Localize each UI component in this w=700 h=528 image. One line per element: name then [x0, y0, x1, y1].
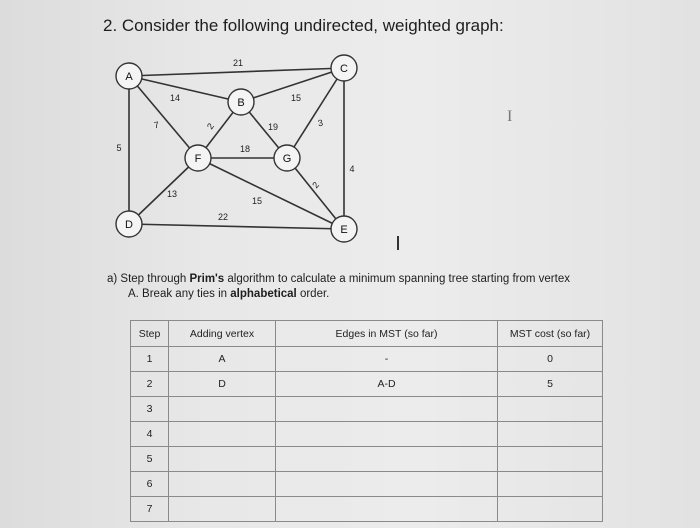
part-a-text-2: algorithm to calculate a minimum spanning tree starting from vertex: [224, 273, 570, 285]
text-cursor-icon: I: [507, 108, 513, 125]
part-a-prompt: [107, 272, 570, 302]
step-cell: 3: [131, 397, 169, 422]
alphabetical-bold-text: alphabetical: [230, 288, 297, 300]
edge-weight-f-d: 13: [166, 189, 178, 199]
cost-cell[interactable]: [498, 397, 603, 422]
step-cell: 5: [131, 447, 169, 472]
step-cell: 4: [131, 422, 169, 447]
edges-cell[interactable]: [276, 447, 498, 472]
edge-weight-b-f: 2: [205, 121, 217, 132]
edge-weight-g-e: 2: [310, 179, 322, 191]
edges-cell[interactable]: [276, 472, 498, 497]
prim-steps-table: [130, 320, 603, 522]
vertex-cell[interactable]: [169, 447, 276, 472]
edge-weight-f-g: 18: [239, 144, 251, 154]
edge-weight-c-e: 4: [349, 164, 355, 174]
step-cell: 1: [131, 347, 169, 372]
part-a-text-1: a) Step through: [107, 273, 190, 285]
weighted-graph: [0, 0, 700, 260]
part-a-text-3: A. Break any ties in: [128, 288, 231, 300]
table-row: [131, 497, 603, 522]
edge-a-b: [129, 76, 241, 102]
part-a-line-1: [107, 272, 570, 287]
caret-mark: [397, 236, 399, 250]
step-cell: 2: [131, 372, 169, 397]
table-row: [131, 472, 603, 497]
table-row: [131, 372, 603, 397]
vertex-cell[interactable]: [169, 472, 276, 497]
header-edges-in-mst: Edges in MST (so far): [276, 321, 498, 347]
node-label-f: F: [194, 153, 202, 165]
question-title: 2. Consider the following undirected, weighted graph:: [103, 16, 504, 35]
edges-cell[interactable]: [276, 497, 498, 522]
table-row: [131, 347, 603, 372]
node-label-d: D: [125, 219, 133, 231]
vertex-cell[interactable]: [169, 422, 276, 447]
edge-weight-c-g: 3: [317, 117, 324, 129]
edge-weight-a-b: 14: [169, 93, 181, 103]
edge-a-f: [129, 76, 198, 158]
cost-cell[interactable]: 0: [498, 347, 603, 372]
table-header-row: [131, 321, 603, 347]
table-row: [131, 422, 603, 447]
edges-cell[interactable]: [276, 422, 498, 447]
node-label-e: E: [340, 224, 348, 236]
edge-f-d: [129, 158, 198, 224]
edge-a-c: [129, 68, 344, 76]
edge-weight-b-g: 19: [267, 122, 279, 132]
node-label-c: C: [340, 63, 348, 75]
node-label-b: B: [237, 97, 245, 109]
cost-cell[interactable]: 5: [498, 372, 603, 397]
edge-weight-a-f: 7: [153, 119, 160, 131]
part-a-line-2: [107, 287, 570, 302]
part-a-text-4: order.: [296, 288, 330, 300]
edge-weight-a-c: 21: [232, 58, 244, 68]
edge-weight-a-d: 5: [116, 143, 122, 153]
prim-bold-text: Prim's: [189, 273, 225, 285]
edges-cell[interactable]: -: [276, 347, 498, 372]
header-mst-cost: MST cost (so far): [498, 321, 603, 347]
edge-weight-f-e: 15: [251, 196, 263, 206]
edges-cell[interactable]: A-D: [276, 372, 498, 397]
edge-weight-d-e: 22: [217, 212, 229, 222]
vertex-cell[interactable]: A: [169, 347, 276, 372]
cost-cell[interactable]: [498, 447, 603, 472]
step-cell: 7: [131, 497, 169, 522]
edges-cell[interactable]: [276, 397, 498, 422]
vertex-cell[interactable]: [169, 497, 276, 522]
edge-d-e: [129, 224, 344, 229]
table-row: [131, 447, 603, 472]
cost-cell[interactable]: [498, 472, 603, 497]
cost-cell[interactable]: [498, 422, 603, 447]
edge-c-g: [287, 68, 344, 158]
step-cell: 6: [131, 472, 169, 497]
node-label-g: G: [282, 153, 292, 165]
header-step: Step: [131, 321, 169, 347]
header-adding-vertex: Adding vertex: [169, 321, 276, 347]
vertex-cell[interactable]: D: [169, 372, 276, 397]
vertex-cell[interactable]: [169, 397, 276, 422]
table-row: [131, 397, 603, 422]
node-label-a: A: [125, 71, 133, 83]
edge-weight-b-c: 15: [290, 93, 302, 103]
cost-cell[interactable]: [498, 497, 603, 522]
